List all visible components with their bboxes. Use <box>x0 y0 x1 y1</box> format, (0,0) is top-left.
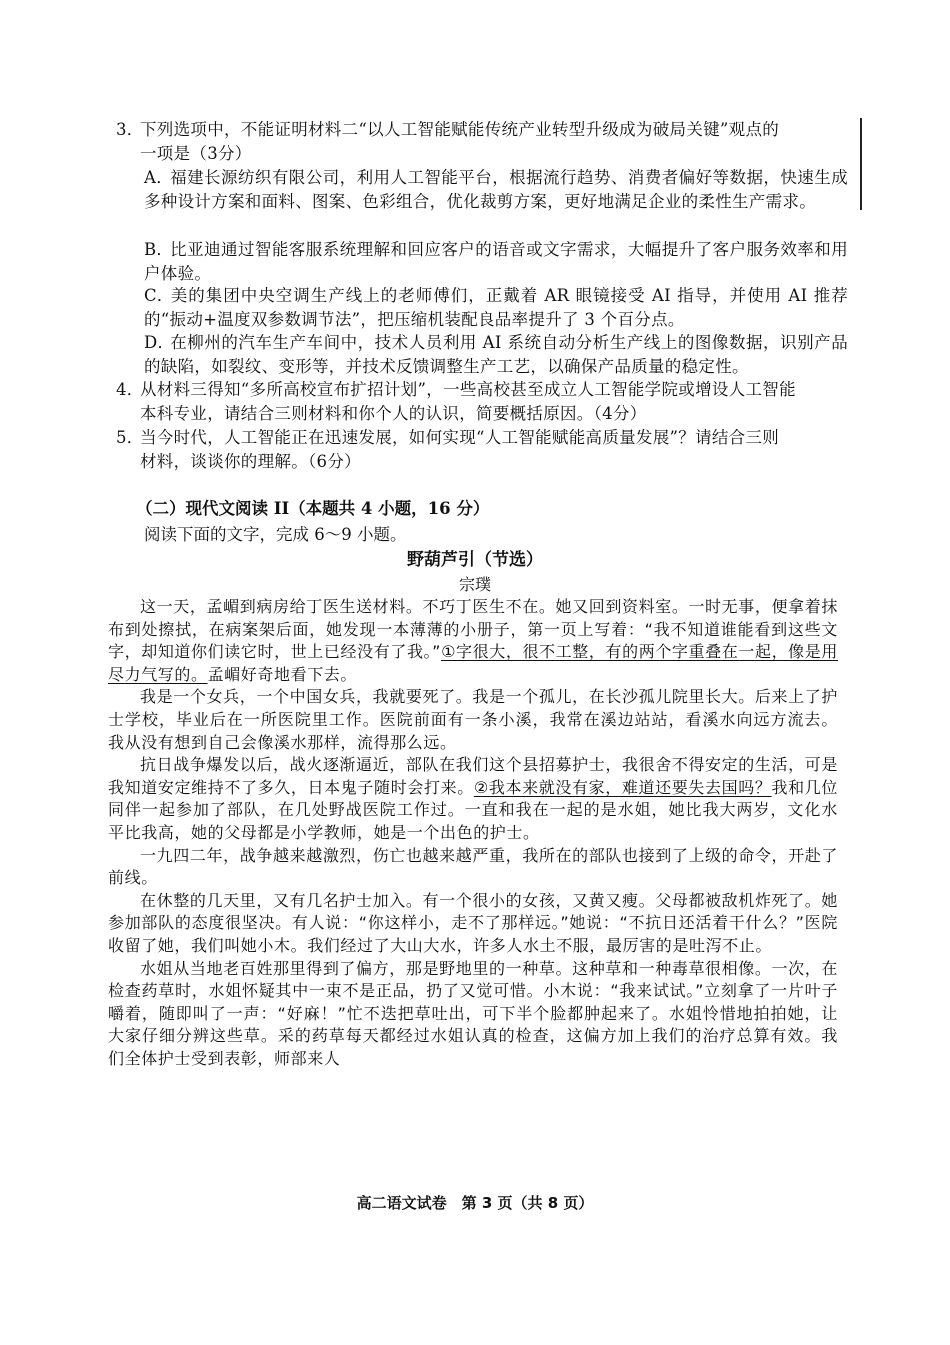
option-c <box>144 284 848 332</box>
paragraph-text: 我和几位同伴一起参加了部队，在几处野战医院工作过。一直和我在一起的是水姐，她比我大两岁，文化水平比我高，她的父母都是小学教师，她是一个出色的护士。 <box>108 777 839 842</box>
question-stem: 下列选项中，不能证明材料二“以人工智能赋能传统产业转型升级成为破局关键”观点的 <box>140 120 780 139</box>
option-text: 在柳州的汽车生产车间中，技术人员利用 AI 系统自动分析生产线上的图像数据，识别产品的缺陷，如裂纹、变形等，并技术反馈调整生产工艺，以确保产品质量的稳定性。 <box>144 333 848 376</box>
scan-edge-line <box>860 118 862 210</box>
paragraph-2: 我是一个女兵，一个中国女兵，我就要死了。我是一个孤儿，在长沙孤儿院里长大。后来上了护士学校，毕业后在一所医院里工作。医院前面有一条小溪，我常在溪边站站，看溪水向远方流去。我从没有想到自己会像溪水那样，流得那么远。 <box>108 687 838 752</box>
option-label: A． <box>144 168 174 187</box>
option-d <box>144 331 848 379</box>
question-stem-continued: 一项是（3分） <box>140 144 252 163</box>
option-text: 美的集团中央空调生产线上的老师傅们，正戴着 AR 眼镜接受 AI 指导，并使用 AI 推荐的“振动+温度双参数调节法”，把压缩机装配良品率提升了 3 个百分点。 <box>144 286 848 329</box>
option-label: D． <box>144 333 175 352</box>
page-footer: 高二语文试卷 第 3 页（共 8 页） <box>356 1194 594 1212</box>
option-text: 福建长源纺织有限公司，利用人工智能平台，根据流行趋势、消费者偏好等数据，快速生成多种设计方案和面料、图案、色彩组合，优化裁剪方案，更好地满足企业的柔性生产需求。 <box>144 168 848 211</box>
question-stem-continued: 本科专业，请结合三则材料和你个人的认识，简要概括原因。（4分） <box>140 404 647 423</box>
question-number: 3． <box>116 120 144 139</box>
underlined-sentence-1: ①字很大，很不工整，有的两个字重叠在一起，像是用尽力气写的。 <box>108 642 839 684</box>
option-label: B． <box>144 240 174 259</box>
article-author: 宗璞 <box>458 575 491 594</box>
article-title: 野葫芦引（节选） <box>407 550 543 570</box>
option-label: C． <box>144 286 174 305</box>
question-stem: 当今时代，人工智能正在迅速发展，如何实现“人工智能赋能高质量发展”？请结合三则 <box>140 428 780 447</box>
section-heading: （二）现代文阅读 II（本题共 4 小题，16 分） <box>136 499 490 518</box>
question-number: 4． <box>116 380 144 399</box>
paragraph-text: 孟嵋好奇地看下去。 <box>207 664 358 684</box>
question-number: 5． <box>116 428 144 447</box>
question-stem-continued: 材料，谈谈你的理解。（6分） <box>140 452 361 471</box>
paragraph-3 <box>108 754 838 844</box>
question-stem: 从材料三得知“多所高校宣布扩招计划”，一些高校甚至成立人工智能学院或增设人工智能 <box>140 380 796 399</box>
paragraph-6: 水姐从当地老百姓那里得到了偏方，那是野地里的一种草。这种草和一种毒草很相像。一次，在检查药草时，水姐怀疑其中一束不是正品，扔了又觉可惜。小木说：“我来试试。”立刻拿了一片叶子嚼着，随即叫了一声：“好麻！”忙不迭把草吐出，可下半个脸都肿起来了。水姐怜惜地拍拍她，让大家仔细分辨这些草。采的药草每天都经过水姐认真的检查，这偏方加上我们的治疗总算有效。我们全体护士受到表彰，师部来人 <box>108 958 838 1068</box>
paragraph-text: 抗日战争爆发以后，战火逐渐逼近，部队在我们这个县招募护士，我很舍不得安定的生活，可是我知道安定维持不了多久，日本鬼子随时会打来。 <box>108 755 838 797</box>
underlined-sentence-2: ②我本来就没有家，难道还要失去国吗？ <box>473 777 772 797</box>
option-b <box>144 238 848 286</box>
option-a <box>144 166 848 214</box>
paragraph-text: 这一天，孟嵋到病房给丁医生送材料。不巧丁医生不在。她又回到资料室。一时无事，便拿着抹布到处擦拭，在病案架后面，她发现一本薄薄的小册子，第一页上写着：“我不知道谁能看到这些文字，却知道你们读它时，世上已经没有了我。” <box>108 597 838 662</box>
article-body <box>108 596 838 1070</box>
option-text: 比亚迪通过智能客服系统理解和回应客户的语音或文字需求，大幅提升了客户服务效率和用户体验。 <box>144 240 848 283</box>
section-instruction: 阅读下面的文字，完成 6～9 小题。 <box>144 525 407 544</box>
paragraph-1 <box>108 596 838 686</box>
question-5 <box>116 426 848 474</box>
question-4 <box>116 378 848 426</box>
paragraph-4: 一九四二年，战争越来越激烈，伤亡也越来越严重，我所在的部队也接到了上级的命令，开赴了前线。 <box>108 845 838 888</box>
paragraph-5: 在休整的几天里，又有几名护士加入。有一个很小的女孩，又黄又瘦。父母都被敌机炸死了。她参加部队的态度很坚决。有人说：“你这样小，走不了那样远。”她说：“不抗日还活着干什么？”医院收留了她，我们叫她小木。我们经过了大山大水，许多人水土不服，最厉害的是吐泻不止。 <box>108 890 838 955</box>
question-3 <box>116 118 848 166</box>
